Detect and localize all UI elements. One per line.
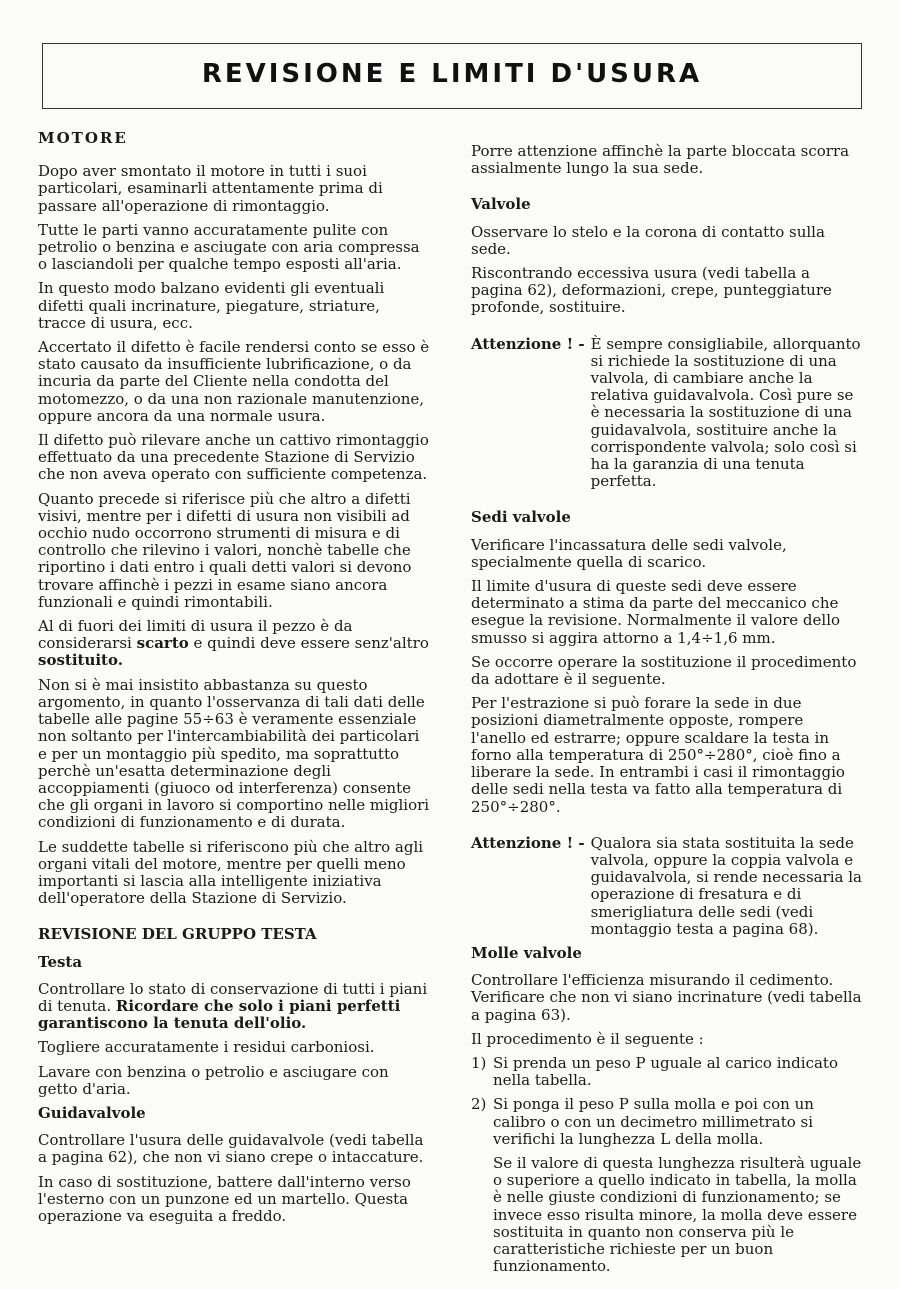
paragraph: Se occorre operare la sostituzione il procedimento da adottare è il seguente. [471, 652, 857, 689]
paragraph: Non si è mai insistito abbastanza su questo argomento, in quanto l'osservanza di tali dati delle tabelle alle pagine 55÷63 è veramente essenziale non soltanto per l'intercambiabilità dei particolari e per un montaggio più spedito, ma soprattutto perchè un'esatta determinazione degli accoppiamenti (giuoco od interferenza) consente che gli organi in lavoro si comportino nelle migliori condizioni di funzionamento e di durata. [38, 675, 430, 832]
paragraph: Accertato il difetto è facile rendersi conto se esso è stato causato da insufficiente lubrificazione, o da incuria da parte del Cliente nella condotta del motomezzo, o da una non razionale manutenzione, oppure ancora da una normale usura. [38, 338, 430, 425]
list-item [471, 1055, 863, 1089]
subheading-molle-valvole: Molle valvole [471, 943, 582, 962]
paragraph: Tutte le parti vanno accuratamente pulite con petrolio o benzina e asciugate con aria compressa o lasciandoli per qualche tempo esposti all'aria. [38, 220, 420, 274]
attention-label: Attenzione ! - [471, 833, 585, 852]
title-rule-top [42, 43, 862, 44]
right-column [471, 143, 863, 1289]
subheading-sedi-valvole: Sedi valvole [471, 508, 571, 527]
text: Controllare lo stato di conservazione di tutti i piani di tenuta. [38, 979, 428, 1015]
attention-note [471, 336, 863, 491]
paragraph: Il procedimento è il seguente : [471, 1029, 704, 1048]
subheading-guidavalvole: Guidavalvole [38, 1103, 146, 1122]
list-item [471, 1096, 863, 1282]
attention-text: Qualora sia stata sostituita la sede valvola, oppure la coppia valvola e guidavalvola, si rende necessaria la operazione di fresatura e di smerigliatura delle sedi (vedi montaggio testa a pagina 68). [590, 833, 863, 938]
list-text: Si prenda un peso P uguale al carico indicato nella tabella. [493, 1053, 838, 1090]
list-number: 2) [471, 1095, 487, 1114]
paragraph [38, 618, 430, 670]
paragraph: Lavare con benzina o petrolio e asciugare con getto d'aria. [38, 1062, 389, 1098]
section-heading-motore: MOTORE [38, 129, 128, 147]
list-text: Si ponga il peso P sulla molla e poi con un calibro o con un decimetro millimetrato si verifichi la lunghezza L della molla. [493, 1095, 814, 1148]
section-heading-gruppo-testa: REVISIONE DEL GRUPPO TESTA [38, 925, 317, 944]
paragraph: Le suddette tabelle si riferiscono più che altro agli organi vitali del motore, mentre per quelli meno importanti si lascia alla intelligente iniziativa dell'operatore della Stazione di Servizio. [38, 837, 424, 908]
paragraph: Dopo aver smontato il motore in tutti i suoi particolari, esaminarli attentamente prima di passare all'operazione di rimontaggio. [38, 162, 383, 215]
attention-label: Attenzione ! - [471, 334, 585, 353]
subheading-valvole: Valvole [471, 195, 531, 214]
attention-text: È sempre consigliabile, allorquanto si richiede la sostituzione di una valvola, di cambiare anche la relativa guidavalvola. Così pure se è necessaria la sostituzione di una guidavalvola, sostituire anche la corrispondente valvola; solo così si ha la garanzia di una tenuta perfetta. [590, 334, 861, 491]
list-text: Se il valore di questa lunghezza risulterà uguale o superiore a quello indicato in tabella, la molla è nelle giuste condizioni di funzionamento; se invece esso risulta minore, la molla deve essere sostituita in quanto non conserva più le caratteristiche richieste per un buon funzionamento. [493, 1153, 862, 1276]
text: Al di fuori dei limiti di usura il pezzo è da considerarsi [38, 617, 353, 653]
paragraph: Per l'estrazione si può forare la sede in due posizioni diametralmente opposte, rompere l'anello ed estrarre; oppure scaldare la testa in forno alla temperatura di 250°÷280°, cioè fino a liberare la sede. In entrambi i casi il rimontaggio delle sedi nella testa va fatto alla temperatura di 250°÷280°. [471, 694, 845, 816]
paragraph: Controllare l'usura delle guidavalvole (vedi tabella a pagina 62), che non vi siano crepe o intaccature. [38, 1131, 424, 1167]
paragraph: Riscontrando eccessiva usura (vedi tabella a pagina 62), deformazioni, crepe, punteggiature profonde, sostituire. [471, 264, 832, 317]
emphasis: sostituito. [38, 651, 123, 670]
paragraph: In caso di sostituzione, battere dall'interno verso l'esterno con un punzone ed un martello. Questa operazione va eseguita a freddo. [38, 1172, 411, 1225]
paragraph: Controllare l'efficienza misurando il cedimento. Verificare che non vi siano incrinature (vedi tabella a pagina 63). [471, 971, 862, 1024]
paragraph: Osservare lo stelo e la corona di contatto sulla sede. [471, 222, 825, 258]
text: e quindi deve essere senz'altro [188, 634, 429, 653]
title-box [42, 43, 862, 109]
attention-note [471, 835, 863, 938]
paragraph: Quanto precede si riferisce più che altro a difetti visivi, mentre per i difetti di usura non visibili ad occhio nudo occorrono strumenti di misura e di controllo che rilevino i valori, nonchè tabelle che riportino i dati entro i quali detti valori si devono trovare affinchè i pezzi in esame siano ancora funzionali e quindi rimontabili. [38, 489, 412, 611]
paragraph: Il limite d'usura di queste sedi deve essere determinato a stima da parte del meccanico che esegue la revisione. Normalmente il valore dello smusso si aggira attorno a 1,4÷1,6 mm. [471, 577, 841, 647]
paragraph: Porre attenzione affinchè la parte bloccata scorra assialmente lungo la sua sede. [471, 142, 850, 178]
emphasis: Ricordare che solo i piani perfetti garantiscono la tenuta dell'olio. [38, 996, 401, 1033]
list-number: 1) [471, 1053, 487, 1072]
paragraph [38, 981, 430, 1033]
paragraph: Togliere accuratamente i residui carboniosi. [38, 1038, 375, 1057]
page-title: REVISIONE E LIMITI D'USURA [201, 59, 703, 89]
paragraph: Il difetto può rilevare anche un cattivo rimontaggio effettuato da una precedente Stazione di Servizio che non aveva operato con sufficiente competenza. [38, 431, 429, 484]
title-rule-bottom [42, 108, 862, 109]
left-column [38, 130, 430, 1232]
subheading-testa: Testa [38, 952, 83, 971]
paragraph: In questo modo balzano evidenti gli eventuali difetti quali incrinature, piegature, striature, tracce di usura, ecc. [38, 279, 385, 332]
paragraph: Verificare l'incassatura delle sedi valvole, specialmente quella di scarico. [471, 535, 787, 571]
emphasis: scarto [136, 634, 189, 653]
